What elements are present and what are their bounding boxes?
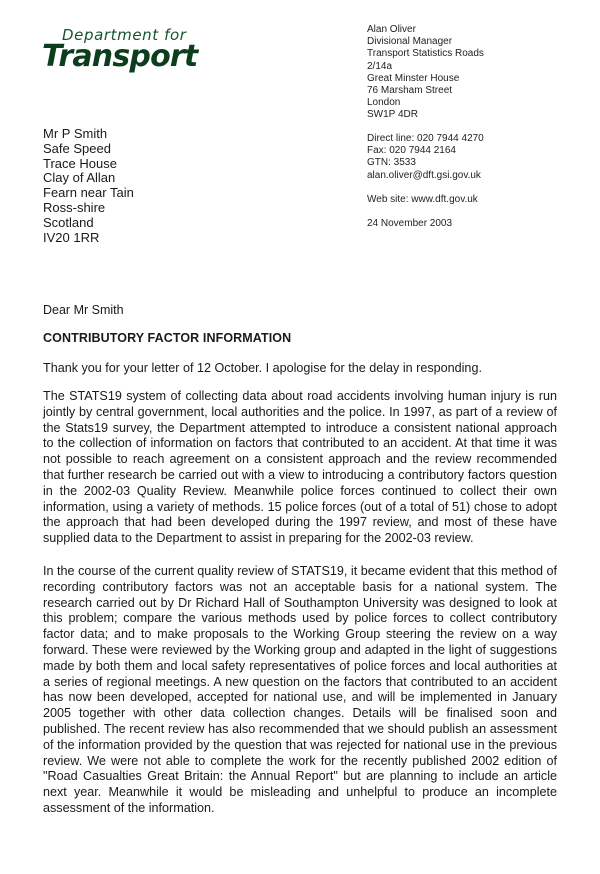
recipient-name: Mr P Smith — [43, 126, 108, 141]
paragraph-2: The STATS19 system of collecting data about road accidents involving human injury is run jointly by central government, local authorities and the police. In 1997, as part of a review of the Stats19 survey, the Department attempted to introduce a consistent national approach to the collection of information on factors that contributed to an accident. At that time it was not possible to reach agreement on a consistent approach and the review recommended that further research be carried out with a view to introducing a contributory factors question in the 2002-03 Quality Review. Meanwhile police forces continued to collect their own information, using a variety of methods. 15 police forces (out of a total of 51) chose to adopt the approach that had been developed during the 1997 review, and most of these have supplied data to the Department to assist in preparing for the 2002-03 review. — [43, 389, 557, 546]
letter-subject: CONTRIBUTORY FACTOR INFORMATION — [43, 331, 292, 345]
paragraph-3: In the course of the current quality review of STATS19, it became evident that this method of recording contributory factors was not an acceptable basis for a national system. The research carried out by Dr Richard Hall of Southampton University was designed to look at this problem; compare the various methods used by police forces to collect contributory factor data; and to make proposals to the Working Group steering the review on a way forward. These were reviewed by the Working group and adapted in the light of suggestions made by both them and local safety representatives of police forces and local authorities at a series of regional meetings. A new question on the factors that contributed to an accident has now been developed, accepted for national use, and will be implemented in January 2005 together with other data collection changes. Details will be finalised soon and published. The recent review has also recommended that we should publish an assessment of the information provided by the question that was rejected for national use in the previous review. We were not able to complete the work for the recently published 2002 edition of "Road Casualties Great Britain: the Annual Report" but are planning to include an article next year. Meanwhile it would be misleading and unhelpful to produce an incomplete assessment of the information. — [43, 564, 557, 815]
gtn-number: GTN: 3533 — [367, 157, 416, 169]
sender-contact — [367, 133, 484, 182]
logo-transport: Transport — [42, 39, 198, 74]
recipient-address — [43, 127, 134, 245]
sender-division: Transport Statistics Roads — [367, 48, 484, 60]
direct-line: Direct line: 020 7944 4270 — [367, 133, 484, 144]
sender-city: London — [367, 97, 401, 109]
paragraph-1: Thank you for your letter of 12 October. I apologise for the delay in responding. — [43, 361, 482, 375]
recipient-locality: Clay of Allan — [43, 170, 116, 186]
sender-name: Alan Oliver — [367, 24, 416, 35]
sender-room: 2/14a — [367, 60, 393, 72]
recipient-organisation: Safe Speed — [43, 140, 111, 156]
recipient-town: Fearn near Tain — [43, 185, 134, 201]
recipient-building: Trace House — [43, 155, 117, 171]
letter-date: 24 November 2003 — [367, 218, 453, 229]
sender-building: Great Minster House — [367, 72, 460, 84]
recipient-county: Ross-shire — [43, 199, 106, 215]
recipient-country: Scotland — [43, 214, 94, 230]
fax-number: Fax: 020 7944 2164 — [367, 145, 456, 157]
salutation: Dear Mr Smith — [43, 303, 124, 317]
sender-title: Divisional Manager — [367, 36, 453, 48]
sender-address — [367, 24, 484, 122]
sender-email: alan.oliver@dft.gsi.gov.uk — [367, 169, 481, 181]
sender-postcode: SW1P 4DR — [367, 109, 418, 121]
logo-department-for: Department for — [62, 26, 187, 44]
recipient-postcode: IV20 1RR — [43, 229, 100, 245]
sender-street: 76 Marsham Street — [367, 85, 453, 97]
sender-website: Web site: www.dft.gov.uk — [367, 194, 478, 205]
